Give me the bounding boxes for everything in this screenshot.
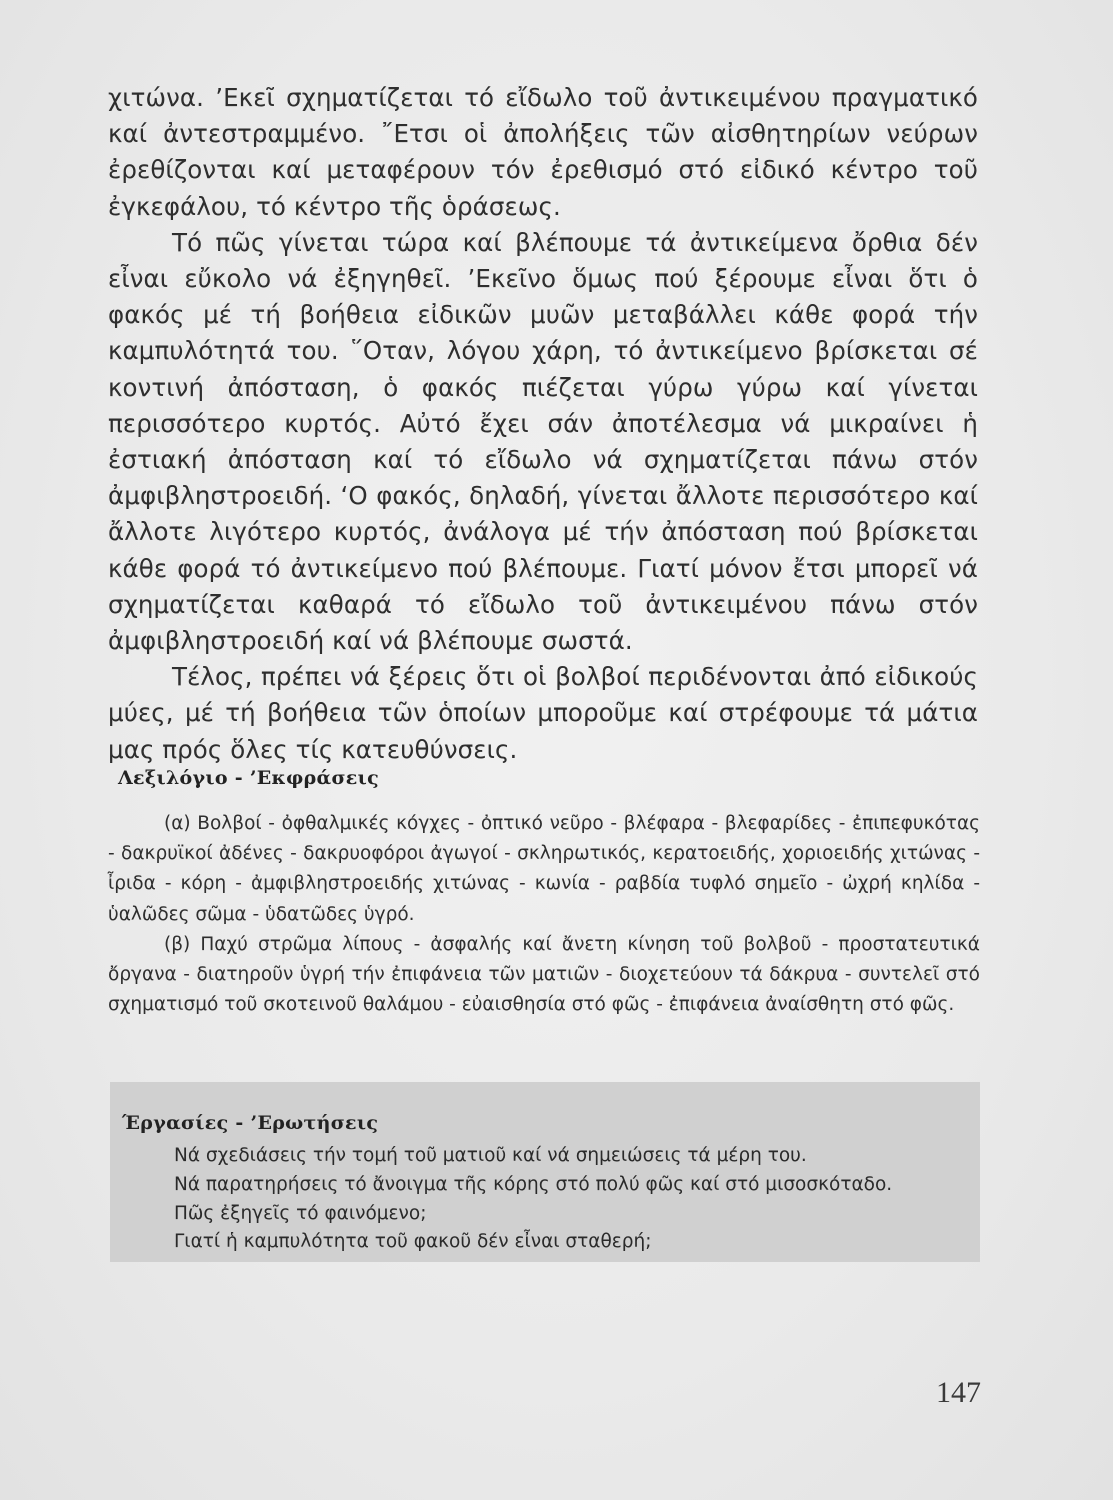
- vocabulary-item-b: (β) Παχύ στρῶμα λίπους - ἀσφαλής καί ἄνετη κίνηση τοῦ βολβοῦ - προστατευτικά ὄργανα - διατηροῦν ὑγρή τήν ἐπιφάνεια τῶν ματιῶν - διοχετεύουν τά δάκρυα - συντελεῖ στό σχηματισμό τοῦ σκοτεινοῦ θαλάμου - εὐαισθησία στό φῶς - ἐπιφάνεια ἀναίσθητη στό φῶς.: [108, 933, 980, 1016]
- vocabulary-item-a: (α) Βολβοί - ὀφθαλμικές κόγχες - ὀπτικό νεῦρο - βλέφαρα - βλεφαρίδες - ἐπιπεφυκότας - δακρυϊκοί ἀδένες - δακρυοφόροι ἀγωγοί - σκληρωτικός, κερατοειδής, χοριοειδής χιτώνας - ἶριδα - κόρη - ἀμφιβληστροειδής χιτώνας - κωνία - ραβδία τυφλό σημεῖο - ὠχρή κηλίδα - ὑαλῶδες σῶμα - ὑδατῶδες ὑγρό.: [108, 813, 980, 925]
- task-item: Νά παρατηρήσεις τό ἄνοιγμα τῆς κόρης στό πολύ φῶς καί στό μισοσκόταδο.: [174, 1173, 893, 1195]
- task-item: Γιατί ἡ καμπυλότητα τοῦ φακοῦ δέν εἶναι σταθερή;: [174, 1231, 652, 1253]
- paragraph-1: χιτώνα. ’Εκεῖ σχηματίζεται τό εἴδωλο τοῦ ἀντικειμένου πραγματικό καί ἀντεστραμμένο. ῎Ετσι οἱ ἀπολήξεις τῶν αἰσθητηρίων νεύρων ἐρεθίζονται καί μεταφέρουν τόν ἐρεθισμό στό εἰδικό κέντρο τοῦ ἐγκεφάλου, τό κέντρο τῆς ὁράσεως.: [108, 83, 978, 221]
- paragraph-3: Τέλος, πρέπει νά ξέρεις ὅτι οἱ βολβοί περιδένονται ἀπό εἰδικούς μύες, μέ τή βοήθεια τῶν ὁποίων μποροῦμε καί στρέφουμε τά μάτια μας πρός ὅλες τίς κατευθύνσεις.: [108, 662, 978, 764]
- vocabulary-section: [108, 767, 980, 1020]
- vocabulary-heading: Λεξιλόγιο - ’Εκφράσεις: [118, 767, 379, 789]
- tasks-section: [110, 1082, 980, 1262]
- paragraph-2: Τό πῶς γίνεται τώρα καί βλέπουμε τά ἀντικείμενα ὄρθια δέν εἶναι εὔκολο νά ἐξηγηθεῖ. ’Εκεῖνο ὅμως πού ξέρουμε εἶναι ὅτι ὁ φακός μέ τή βοήθεια εἰδικῶν μυῶν μεταβάλλει κάθε φορά τήν καμπυλότητά του. ῞Οταν, λόγου χάρη, τό ἀντικείμενο βρίσκεται σέ κοντινή ἀπόσταση, ὁ φακός πιέζεται γύρω γύρω καί γίνεται περισσότερο κυρτός. Αὐτό ἔχει σάν ἀποτέλεσμα νά μικραίνει ἡ ἐστιακή ἀπόσταση καί τό εἴδωλο νά σχηματίζεται πάνω στόν ἀμφιβληστροειδή. ‘Ο φακός, δηλαδή, γίνεται ἄλλοτε περισσότερο καί ἄλλοτε λιγότερο κυρτός, ἀνάλογα μέ τήν ἀπόσταση πού βρίσκεται κάθε φορά τό ἀντικείμενο πού βλέπουμε. Γιατί μόνον ἔτσι μπορεῖ νά σχηματίζεται καθαρά τό εἴδωλο τοῦ ἀντικειμένου πάνω στόν ἀμφιβληστροειδή καί νά βλέπουμε σωστά.: [108, 227, 978, 656]
- tasks-list: [174, 1142, 892, 1257]
- task-item: Πῶς ἐξηγεῖς τό φαινόμενο;: [174, 1202, 427, 1224]
- main-text: [108, 80, 978, 768]
- tasks-heading: Έργασίες - ’Ερωτήσεις: [122, 1112, 379, 1134]
- task-item: Νά σχεδιάσεις τήν τομή τοῦ ματιοῦ καί νά σημειώσεις τά μέρη του.: [174, 1145, 807, 1166]
- page-number: 147: [936, 1376, 981, 1409]
